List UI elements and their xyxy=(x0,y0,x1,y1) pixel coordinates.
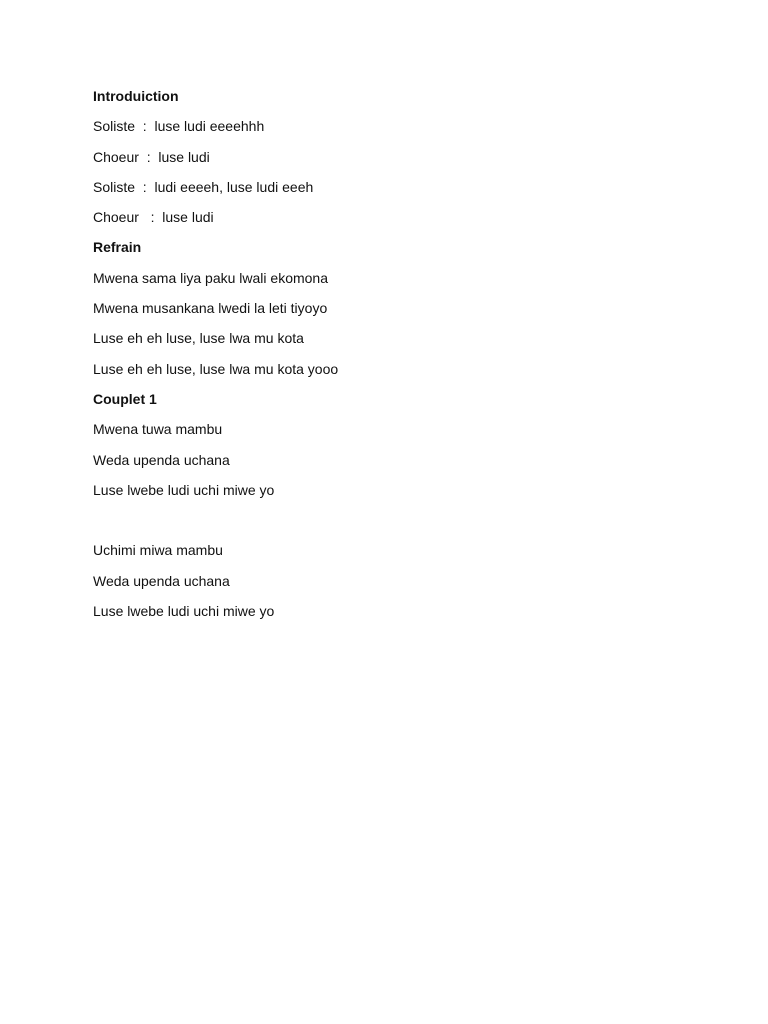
couplet1-stanza2-line-3: Luse lwebe ludi uchi miwe yo xyxy=(93,603,275,620)
lyrics-content xyxy=(93,86,693,631)
intro-line-2: Choeur : luse ludi xyxy=(93,148,210,165)
couplet1-stanza2-line-1: Uchimi miwa mambu xyxy=(93,542,223,559)
section-heading-refrain: Refrain xyxy=(93,239,142,256)
couplet1-stanza1-line-3: Luse lwebe ludi uchi miwe yo xyxy=(93,481,275,498)
intro-line-4: Choeur : luse ludi xyxy=(93,209,214,226)
stanza-spacer xyxy=(93,510,693,540)
couplet1-stanza1-line-1: Mwena tuwa mambu xyxy=(93,421,223,438)
couplet1-stanza2-line-2: Weda upenda uchana xyxy=(93,572,230,589)
refrain-line-4: Luse eh eh luse, luse lwa mu kota yooo xyxy=(93,360,339,377)
refrain-line-2: Mwena musankana lwedi la leti tiyoyo xyxy=(93,300,328,317)
refrain-line-1: Mwena sama liya paku lwali ekomona xyxy=(93,269,328,286)
section-heading-couplet-1: Couplet 1 xyxy=(93,390,157,407)
intro-line-3: Soliste : ludi eeeeh, luse ludi eeeh xyxy=(93,178,314,195)
refrain-line-3: Luse eh eh luse, luse lwa mu kota xyxy=(93,330,304,347)
couplet1-stanza1-line-2: Weda upenda uchana xyxy=(93,451,230,468)
section-heading-intro: Introduiction xyxy=(93,88,179,104)
intro-line-1: Soliste : luse ludi eeeehhh xyxy=(93,118,265,135)
